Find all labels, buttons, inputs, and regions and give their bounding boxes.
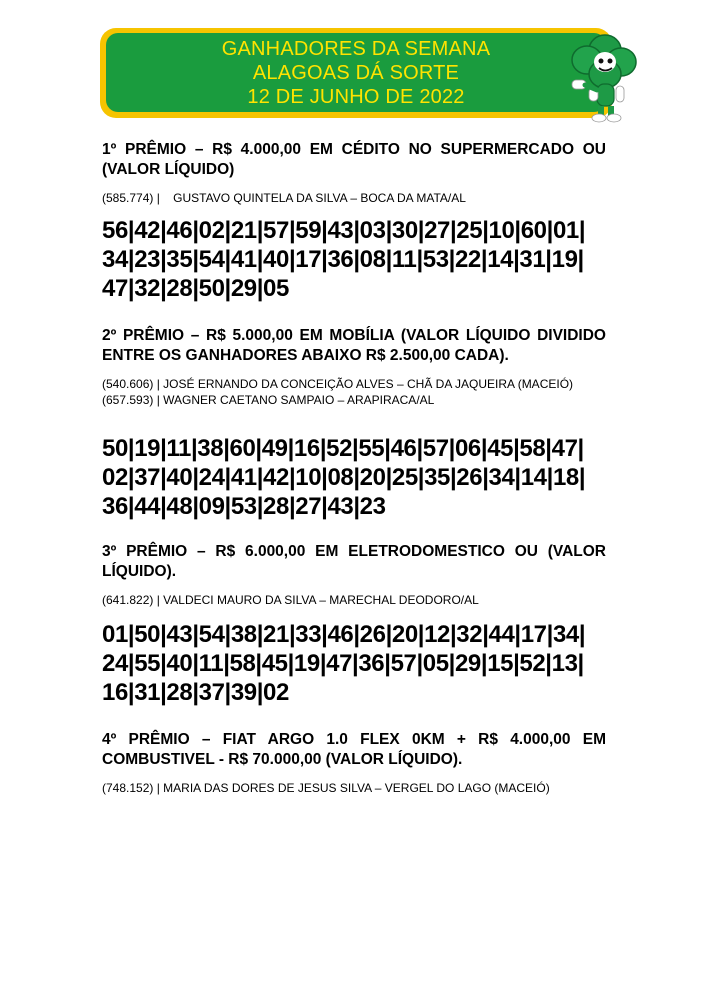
prize-4-section bbox=[102, 730, 606, 796]
number-line: 34|23|35|54|41|40|17|36|08|11|53|22|14|31|19| bbox=[102, 246, 584, 273]
prize-1-numbers bbox=[102, 216, 606, 303]
prize-2-winner-2: (657.593) | WAGNER CAETANO SAMPAIO – ARAPIRACA/AL bbox=[102, 393, 435, 407]
banner-subtitle: ALAGOAS DÁ SORTE bbox=[252, 61, 460, 84]
prize-4-winner-1: (748.152) | MARIA DAS DORES DE JESUS SILVA – VERGEL DO LAGO (MACEIÓ) bbox=[102, 781, 550, 795]
number-line: 02|37|40|24|41|42|10|08|20|25|35|26|34|14|18| bbox=[102, 464, 586, 491]
results-content bbox=[102, 140, 606, 796]
prize-2-winner-1: (540.606) | JOSÉ ERNANDO DA CONCEIÇÃO ALVES – CHÃ DA JAQUEIRA (MACEIÓ) bbox=[102, 377, 574, 391]
number-line: 47|32|28|50|29|05 bbox=[102, 275, 289, 302]
prize-2-numbers bbox=[102, 434, 606, 521]
prize-1-winner-1: (585.774) | GUSTAVO QUINTELA DA SILVA – BOCA DA MATA/AL bbox=[102, 191, 466, 205]
number-line: 56|42|46|02|21|57|59|43|03|30|27|25|10|60|01| bbox=[102, 217, 586, 244]
prize-1-title: 1º PRÊMIO – R$ 4.000,00 EM CÉDITO NO SUPERMERCADO OU (VALOR LÍQUIDO) bbox=[102, 141, 606, 178]
prize-1-section bbox=[102, 140, 606, 303]
prize-3-numbers bbox=[102, 620, 606, 707]
banner-title: GANHADORES DA SEMANA bbox=[221, 37, 491, 60]
prize-3-title: 3º PRÊMIO – R$ 6.000,00 EM ELETRODOMESTICO OU (VALOR LÍQUIDO). bbox=[102, 543, 606, 580]
number-line: 36|44|48|09|53|28|27|43|23 bbox=[102, 493, 386, 520]
prize-4-title: 4º PRÊMIO – FIAT ARGO 1.0 FLEX 0KM + R$ 4.000,00 EM COMBUSTIVEL - R$ 70.000,00 (VALOR LÍQUIDO). bbox=[102, 731, 606, 768]
number-line: 16|31|28|37|39|02 bbox=[102, 679, 289, 706]
clover-mascot-icon bbox=[565, 22, 641, 124]
number-line: 01|50|43|54|38|21|33|46|26|20|12|32|44|17|34| bbox=[102, 621, 586, 648]
prize-2-title: 2º PRÊMIO – R$ 5.000,00 EM MOBÍLIA (VALOR LÍQUIDO DIVIDIDO ENTRE OS GANHADORES ABAIXO R$ 2.500,00 CADA). bbox=[102, 327, 606, 364]
prize-3-winner-1: (641.822) | VALDECI MAURO DA SILVA – MARECHAL DEODORO/AL bbox=[102, 593, 479, 607]
prize-2-section bbox=[102, 326, 606, 521]
banner-date: 12 DE JUNHO DE 2022 bbox=[247, 85, 465, 108]
number-line: 24|55|40|11|58|45|19|47|36|57|05|29|15|52|13| bbox=[102, 650, 584, 677]
prize-3-section bbox=[102, 542, 606, 707]
header-banner-inner bbox=[106, 33, 606, 112]
header-banner bbox=[100, 28, 612, 118]
number-line: 50|19|11|38|60|49|16|52|55|46|57|06|45|58|47| bbox=[102, 435, 584, 462]
